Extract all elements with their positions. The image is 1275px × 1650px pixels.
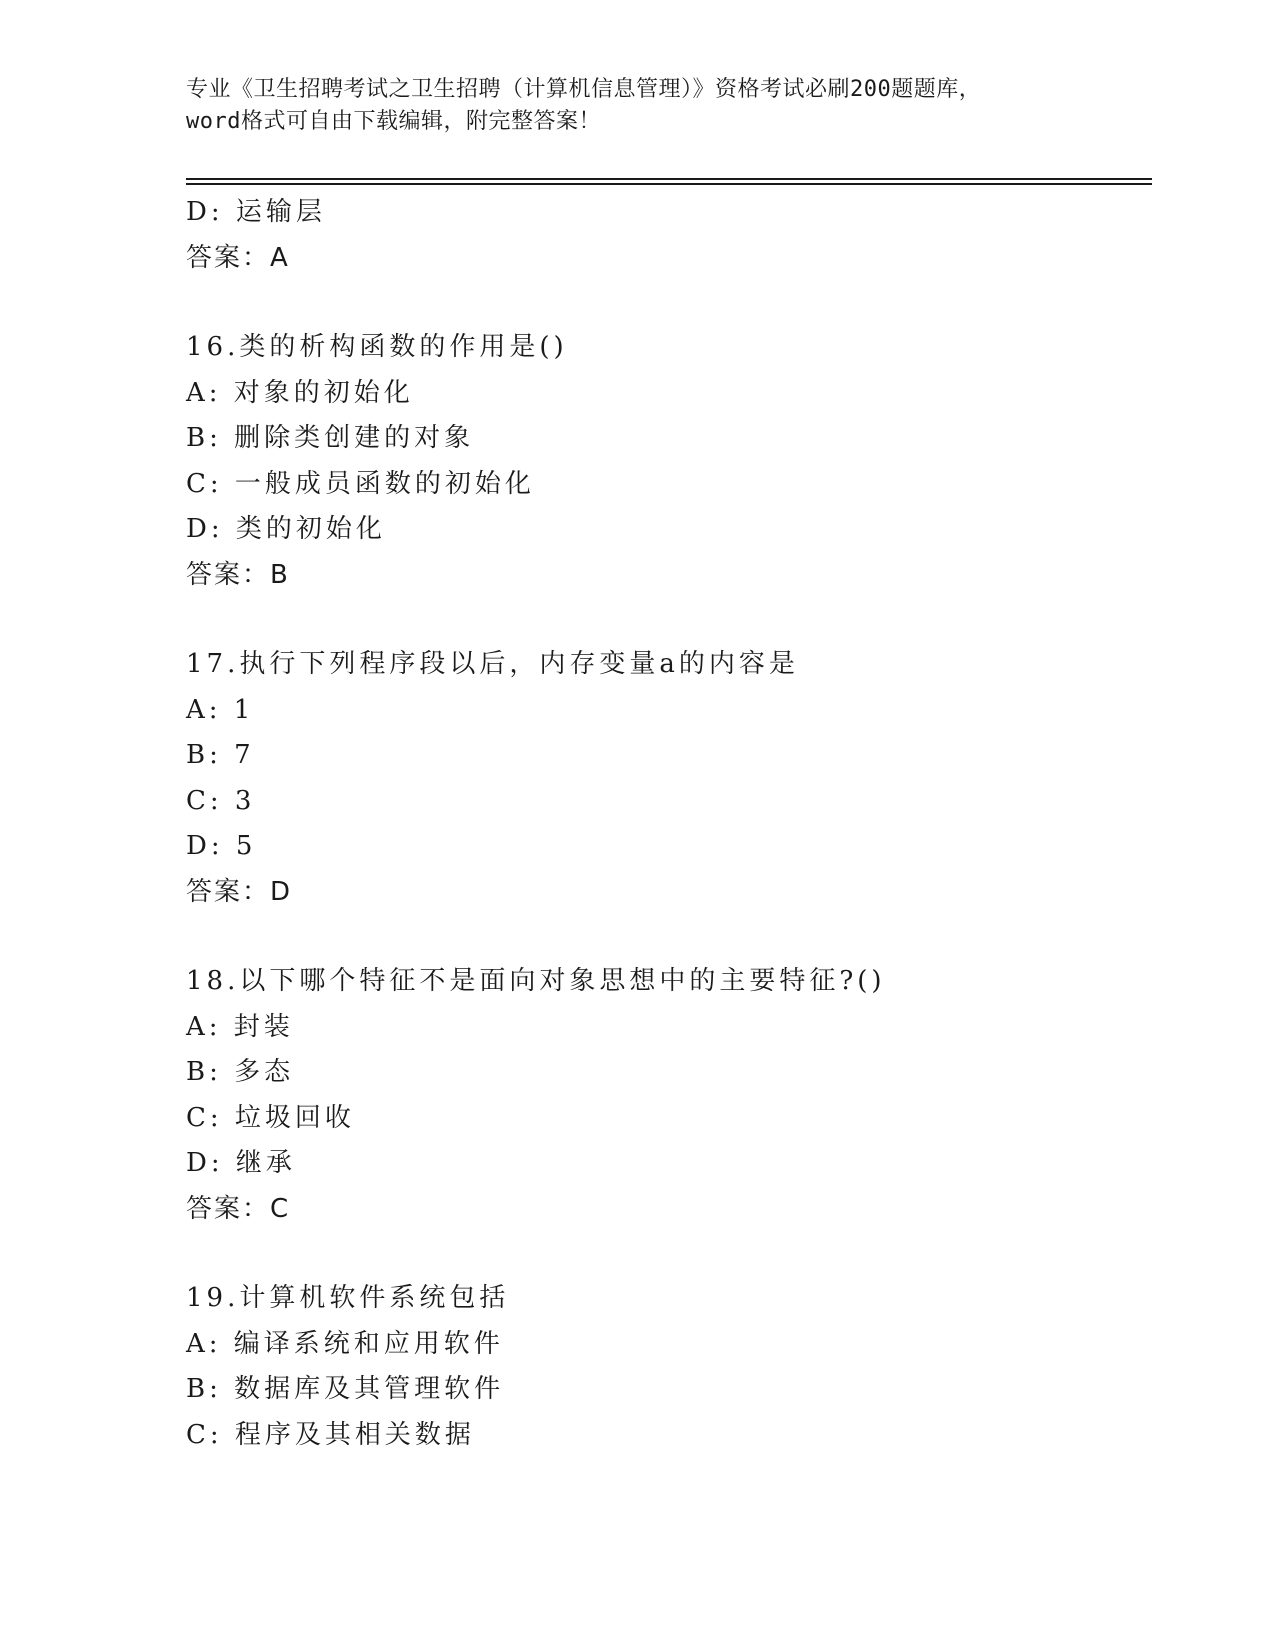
option-c: C: 一般成员函数的初始化 (186, 468, 535, 499)
header-divider-top (186, 178, 1152, 180)
option-c: C: 3 (186, 785, 256, 816)
answer-line: 答案：A (186, 242, 290, 273)
question-text: 17.执行下列程序段以后，内存变量a的内容是 (186, 649, 799, 679)
option-d: D: 类的初始化 (186, 514, 386, 544)
option-d: D: 继承 (186, 1148, 296, 1178)
option-d: D: 5 (186, 831, 257, 861)
document-header (186, 74, 1086, 138)
question-text: 19.计算机软件系统包括 (186, 1283, 510, 1313)
question-block-18 (186, 959, 1146, 1232)
option-a: A: 封装 (186, 1011, 294, 1042)
header-line-1: 专业《卫生招聘考试之卫生招聘（计算机信息管理）》资格考试必刷200题题库， (186, 77, 982, 102)
answer-line: 答案：B (186, 559, 290, 590)
answer-line: 答案：D (186, 876, 293, 907)
option-a: A: 对象的初始化 (186, 377, 414, 408)
answer-line: 答案：C (186, 1193, 291, 1224)
option-c: C: 垃圾回收 (186, 1102, 355, 1133)
option-d: D: 运输层 (186, 197, 326, 227)
question-block-19 (186, 1276, 1146, 1458)
question-list (186, 190, 1146, 1458)
option-b: B: 数据库及其管理软件 (186, 1374, 505, 1404)
option-a: A: 编译系统和应用软件 (186, 1328, 504, 1359)
option-b: B: 多态 (186, 1057, 295, 1087)
header-divider-bottom (186, 183, 1152, 185)
question-text: 16.类的析构函数的作用是() (186, 332, 568, 362)
question-block-17 (186, 642, 1146, 915)
option-b: B: 删除类创建的对象 (186, 423, 475, 453)
question-block-16 (186, 325, 1146, 598)
header-line-2: word格式可自由下载编辑，附完整答案！ (186, 109, 601, 134)
question-block-15 (186, 190, 1146, 281)
question-text: 18.以下哪个特征不是面向对象思想中的主要特征?() (186, 966, 886, 996)
option-c: C: 程序及其相关数据 (186, 1419, 475, 1450)
option-a: A: 1 (186, 694, 255, 725)
option-b: B: 7 (186, 740, 255, 770)
